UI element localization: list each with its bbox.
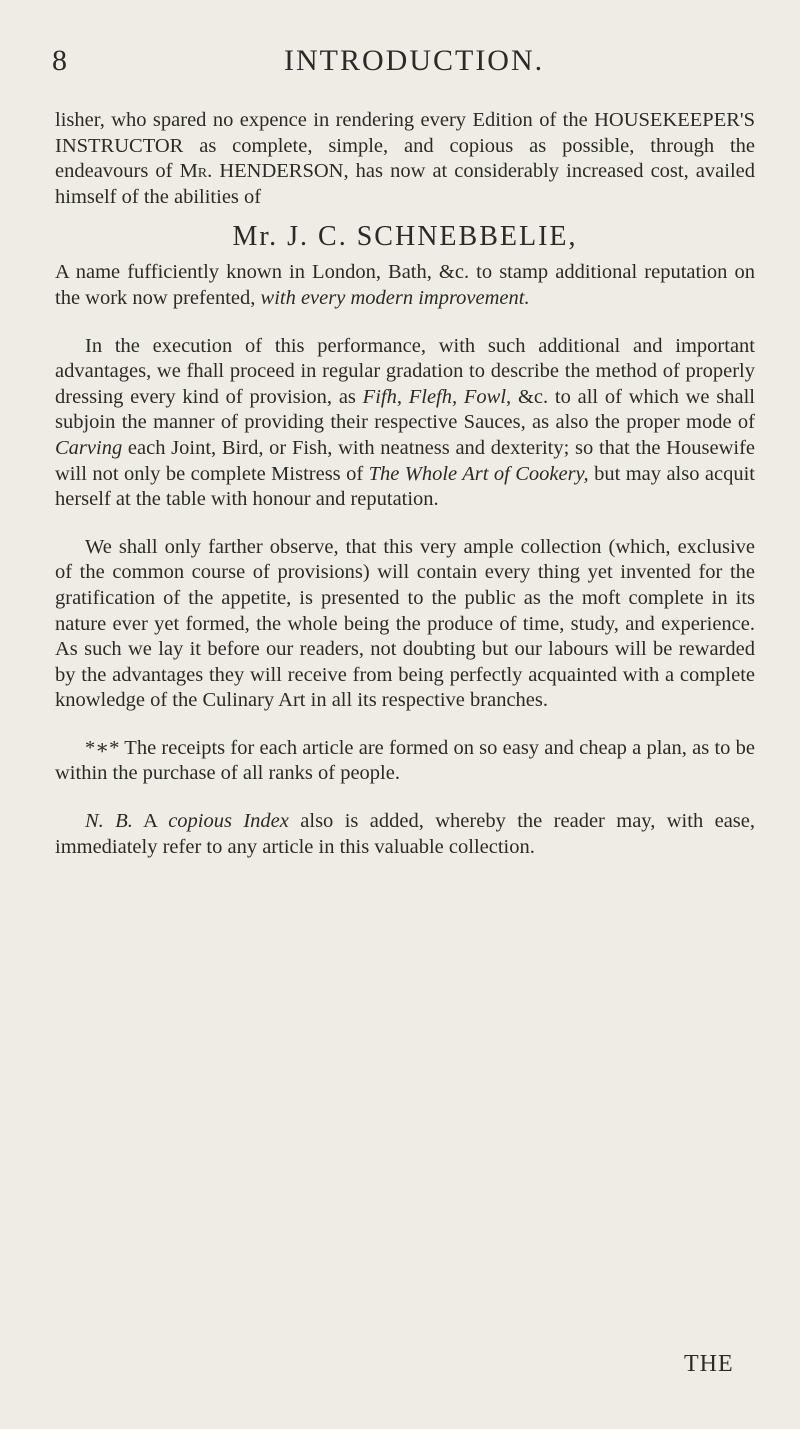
catchword: THE — [684, 1351, 734, 1377]
book-title-caps: HOUSEKEEPER'S INSTRUCTOR — [55, 109, 755, 157]
paragraph-6: N. B. A copious Index also is added, whereby the reader may, with ease, immediately refer to any article in this valuable collection. — [55, 810, 755, 858]
paragraph-3: In the execution of this performance, with such additional and important advantages, we fhall proceed in regular gradation to describe the method of properly dressing every kind of provision, as Fifh, Flefh, Fowl, &c. to all of which we shall subjoin the manner of providing their respective Sauces, as also the proper mode of Carving each Joint, Bird, or Fish, with neatness and dexterity; so that the Housewife will not only be complete Mistress of The Whole Art of Cookery, but may also acquit herself at the table with honour and reputation. — [55, 334, 755, 511]
page-header — [0, 44, 800, 84]
paragraph-2: A name fufficiently known in London, Bath, &c. to stamp additional reputation on the work now prefented, with every modern improvement. — [55, 261, 755, 309]
page-number: 8 — [52, 44, 68, 77]
paragraph-5: *∗* The receipts for each article are formed on so easy and cheap a plan, as to be within the purchase of all ranks of people. — [55, 736, 755, 785]
body-text — [55, 108, 755, 860]
italic-phrase: with every modern improvement. — [260, 286, 530, 309]
nota-bene: N. B. — [85, 810, 133, 833]
asterism: *∗* — [85, 736, 120, 759]
author-name: Mr. HENDERSON, — [179, 160, 349, 183]
paragraph-1: lisher, who spared no expence in rendering every Edition of the HOUSEKEEPER'S INSTRUCTOR as complete, simple, and copious as possible, through the endeavours of Mr. HENDERSON, has now at considerably increased cost, availed himself of the abilities of — [55, 109, 755, 208]
running-title: INTRODUCTION. — [284, 44, 545, 77]
paragraph-4: We shall only farther observe, that this very ample collection (which, exclusive of the common course of provisions) will contain every thing yet invented for the gratification of the appetite, is presented to the public as the moft complete in its nature ever yet formed, the whole being the produce of time, study, and experience. As such we lay it before our readers, not doubting but our labours will be rewarded by the advantages they will receive from being perfectly acquainted with a complete knowledge of the Culinary Art in all its respective branches. — [55, 535, 755, 712]
featured-name: Mr. J. C. SCHNEBBELIE, — [232, 221, 578, 253]
